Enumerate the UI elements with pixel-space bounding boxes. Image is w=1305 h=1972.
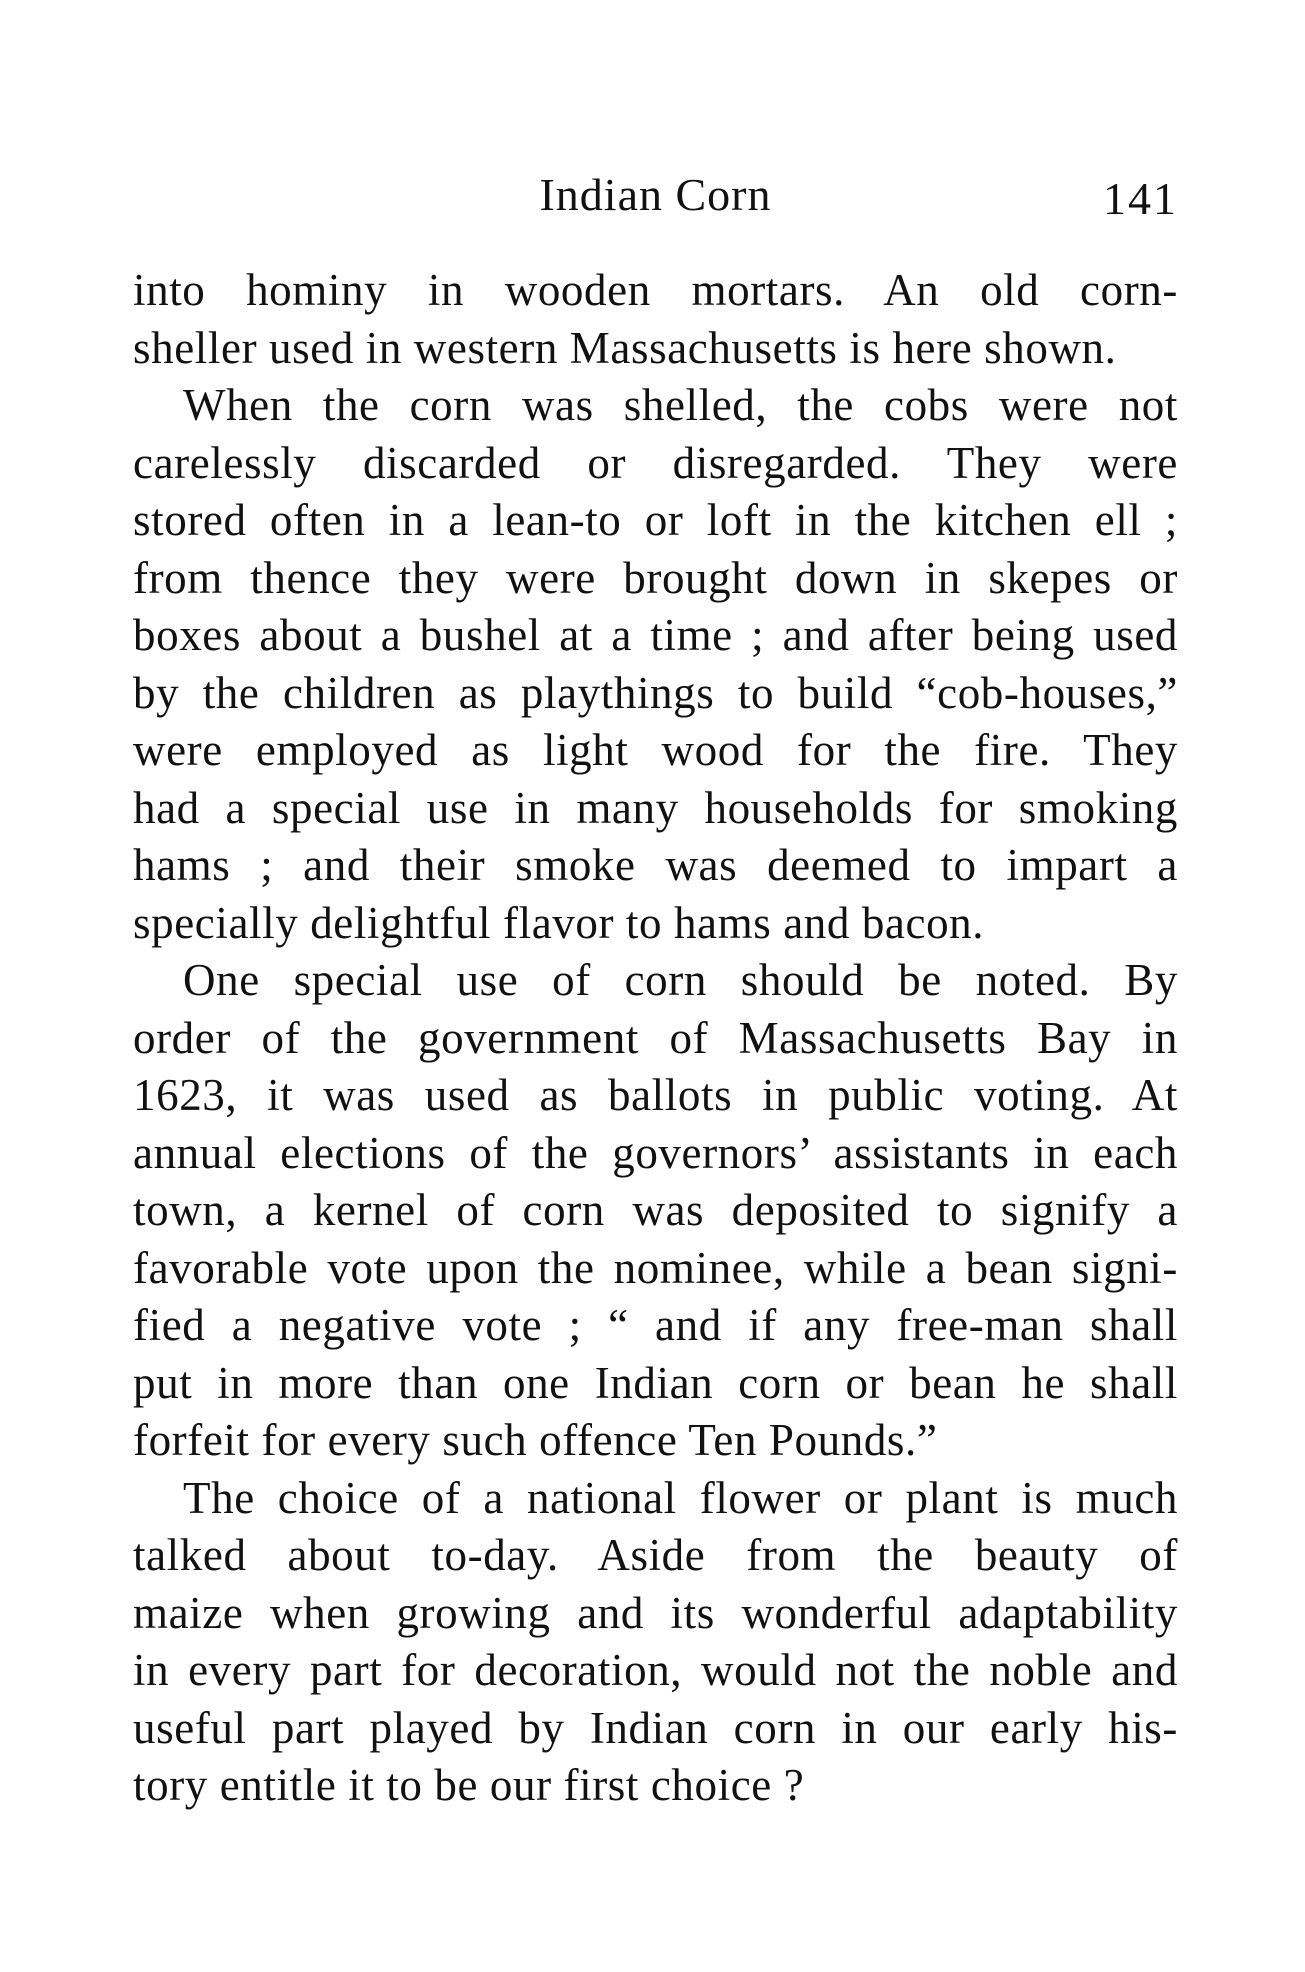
paragraph-start-line: The choice of a national flower or plant is much bbox=[183, 1472, 1178, 1523]
text-line: annual elections of the governors’ assistants in each bbox=[133, 1127, 1178, 1178]
text-line: talked about to-day. Aside from the beauty of bbox=[133, 1530, 1178, 1580]
text-line: forfeit for every such offence Ten Pounds.” bbox=[133, 1415, 938, 1465]
text-line: useful part played by Indian corn in our early his- bbox=[133, 1702, 1178, 1753]
text-line: specially delightful flavor to hams and bacon. bbox=[133, 897, 985, 948]
text-line: put in more than one Indian corn or bean he shall bbox=[133, 1357, 1178, 1408]
text-line: 1623, it was used as ballots in public voting. At bbox=[133, 1070, 1178, 1120]
text-line: carelessly discarded or disregarded. They were bbox=[133, 437, 1178, 488]
text-line: into hominy in wooden mortars. An old corn- bbox=[133, 265, 1178, 315]
text-line: order of the government of Massachusetts Bay in bbox=[133, 1012, 1178, 1063]
body-text bbox=[133, 262, 1178, 1815]
text-line: sheller used in western Massachusetts is here shown. bbox=[133, 322, 1117, 373]
text-line: fied a negative vote ; “ and if any free-man shall bbox=[133, 1300, 1178, 1350]
running-title: Indian Corn bbox=[539, 169, 772, 220]
text-line: stored often in a lean-to or loft in the kitchen ell ; bbox=[133, 495, 1178, 545]
text-line: favorable vote upon the nominee, while a bean signi- bbox=[133, 1242, 1178, 1293]
text-line: in every part for decoration, would not the noble and bbox=[133, 1645, 1178, 1695]
text-line: from thence they were brought down in skepes or bbox=[133, 552, 1178, 603]
paragraph-start-line: One special use of corn should be noted. By bbox=[183, 955, 1178, 1005]
text-line: by the children as playthings to build “cob-houses,” bbox=[133, 667, 1178, 718]
text-line: were employed as light wood for the fire. They bbox=[133, 725, 1178, 775]
text-line: maize when growing and its wonderful adaptability bbox=[133, 1587, 1178, 1638]
paragraph-start-line: When the corn was shelled, the cobs were not bbox=[183, 380, 1178, 430]
text-line: tory entitle it to be our first choice ? bbox=[133, 1760, 805, 1810]
text-line: had a special use in many households for smoking bbox=[133, 782, 1178, 833]
page-number: 141 bbox=[1103, 173, 1178, 224]
running-head bbox=[133, 168, 1178, 228]
text-line: boxes about a bushel at a time ; and after being used bbox=[133, 610, 1178, 660]
text-line: town, a kernel of corn was deposited to signify a bbox=[133, 1185, 1178, 1235]
text-line: hams ; and their smoke was deemed to impart a bbox=[133, 840, 1178, 890]
